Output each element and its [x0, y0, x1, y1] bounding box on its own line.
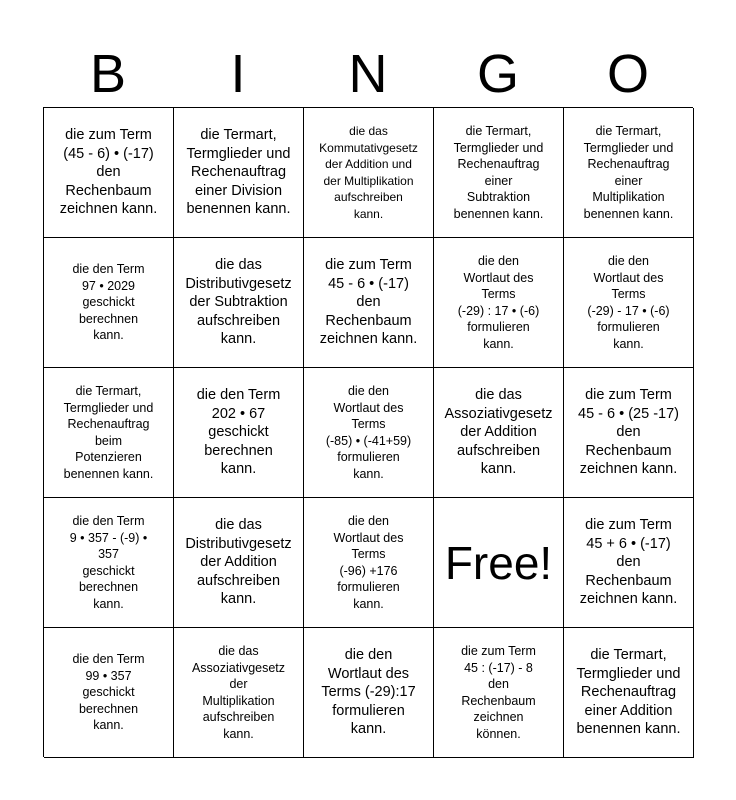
bingo-cell-r1c3[interactable]: [304, 108, 434, 238]
cell-text: die zum Term 45 - 6 • (-17) den Rechenbaum zeichnen kann.: [319, 257, 418, 348]
bingo-cell-r1c5[interactable]: [564, 108, 694, 238]
cell-text: die das Distributivgesetz der Subtraktion aufschreiben kann.: [185, 257, 292, 348]
bingo-cell-r2c1[interactable]: [44, 238, 174, 368]
bingo-grid: [43, 107, 693, 757]
cell-text: die den Term 97 • 2029 geschickt berechnen kann.: [72, 262, 145, 343]
cell-text: die das Assoziativgesetz der Addition aufschreiben kann.: [444, 387, 553, 478]
header-letter-b: B: [89, 44, 127, 104]
cell-text: die den Wortlaut des Terms (-29) : 17 • (-6) formulieren kann.: [457, 254, 540, 351]
bingo-cell-r1c2[interactable]: [174, 108, 304, 238]
cell-text: die den Term 9 • 357 - (-9) • 357 geschickt berechnen kann.: [69, 514, 148, 611]
bingo-cell-r5c5[interactable]: [564, 628, 694, 758]
cell-text: die zum Term 45 + 6 • (-17) den Rechenbaum zeichnen kann.: [579, 517, 678, 608]
cell-text: die den Wortlaut des Terms (-96) +176 formulieren kann.: [333, 514, 404, 611]
bingo-cell-r5c1[interactable]: [44, 628, 174, 758]
bingo-cell-r4c2[interactable]: [174, 498, 304, 628]
cell-text: die Termart, Termglieder und Rechenauftrag einer Subtraktion benennen kann.: [453, 124, 544, 221]
cell-text: die das Distributivgesetz der Addition aufschreiben kann.: [185, 517, 292, 608]
bingo-header: [43, 40, 693, 108]
bingo-cell-r3c1[interactable]: [44, 368, 174, 498]
header-letter-i: I: [230, 44, 246, 104]
bingo-cell-r2c2[interactable]: [174, 238, 304, 368]
cell-text: die das Kommutativgesetz der Addition und der Multiplikation aufschreiben kann.: [319, 124, 418, 221]
cell-text: die zum Term (45 - 6) • (-17) den Rechenbaum zeichnen kann.: [59, 127, 158, 218]
cell-text: die den Term 99 • 357 geschickt berechnen kann.: [72, 652, 145, 733]
bingo-cell-r2c4[interactable]: [434, 238, 564, 368]
cell-text: die zum Term 45 : (-17) - 8 den Rechenbaum zeichnen können.: [461, 644, 536, 741]
cell-text: die Termart, Termglieder und Rechenauftrag einer Addition benennen kann.: [576, 647, 681, 738]
bingo-cell-r3c4[interactable]: [434, 368, 564, 498]
bingo-cell-r4c3[interactable]: [304, 498, 434, 628]
cell-text: die Termart, Termglieder und Rechenauftrag beim Potenzieren benennen kann.: [63, 384, 154, 481]
cell-text: die den Wortlaut des Terms (-85) • (-41+59) formulieren kann.: [325, 384, 412, 481]
bingo-cell-r3c3[interactable]: [304, 368, 434, 498]
bingo-cell-r5c3[interactable]: [304, 628, 434, 758]
bingo-cell-r4c5[interactable]: [564, 498, 694, 628]
free-space-label: Free!: [444, 536, 553, 589]
bingo-cell-r5c2[interactable]: [174, 628, 304, 758]
header-letter-g: G: [476, 44, 519, 104]
bingo-cell-r2c3[interactable]: [304, 238, 434, 368]
bingo-cell-r1c4[interactable]: [434, 108, 564, 238]
bingo-cell-r2c5[interactable]: [564, 238, 694, 368]
cell-text: die Termart, Termglieder und Rechenauftrag einer Multiplikation benennen kann.: [583, 124, 674, 221]
bingo-cell-r3c5[interactable]: [564, 368, 694, 498]
cell-text: die zum Term 45 - 6 • (25 -17) den Rechenbaum zeichnen kann.: [578, 387, 679, 478]
cell-text: die Termart, Termglieder und Rechenauftrag einer Division benennen kann.: [186, 127, 291, 218]
header-letter-o: O: [606, 44, 649, 104]
cell-text: die den Wortlaut des Terms (-29):17 formulieren kann.: [321, 647, 416, 738]
bingo-cell-r5c4[interactable]: [434, 628, 564, 758]
bingo-cell-r4c1[interactable]: [44, 498, 174, 628]
cell-text: die den Term 202 • 67 geschickt berechnen kann.: [196, 387, 281, 478]
bingo-cell-r3c2[interactable]: [174, 368, 304, 498]
header-letter-n: N: [348, 44, 388, 104]
cell-text: die das Assoziativgesetz der Multiplikation aufschreiben kann.: [191, 644, 286, 741]
bingo-cell-r1c1[interactable]: [44, 108, 174, 238]
cell-text: die den Wortlaut des Terms (-29) - 17 • (-6) formulieren kann.: [587, 254, 670, 351]
bingo-cell-free[interactable]: [434, 498, 564, 628]
